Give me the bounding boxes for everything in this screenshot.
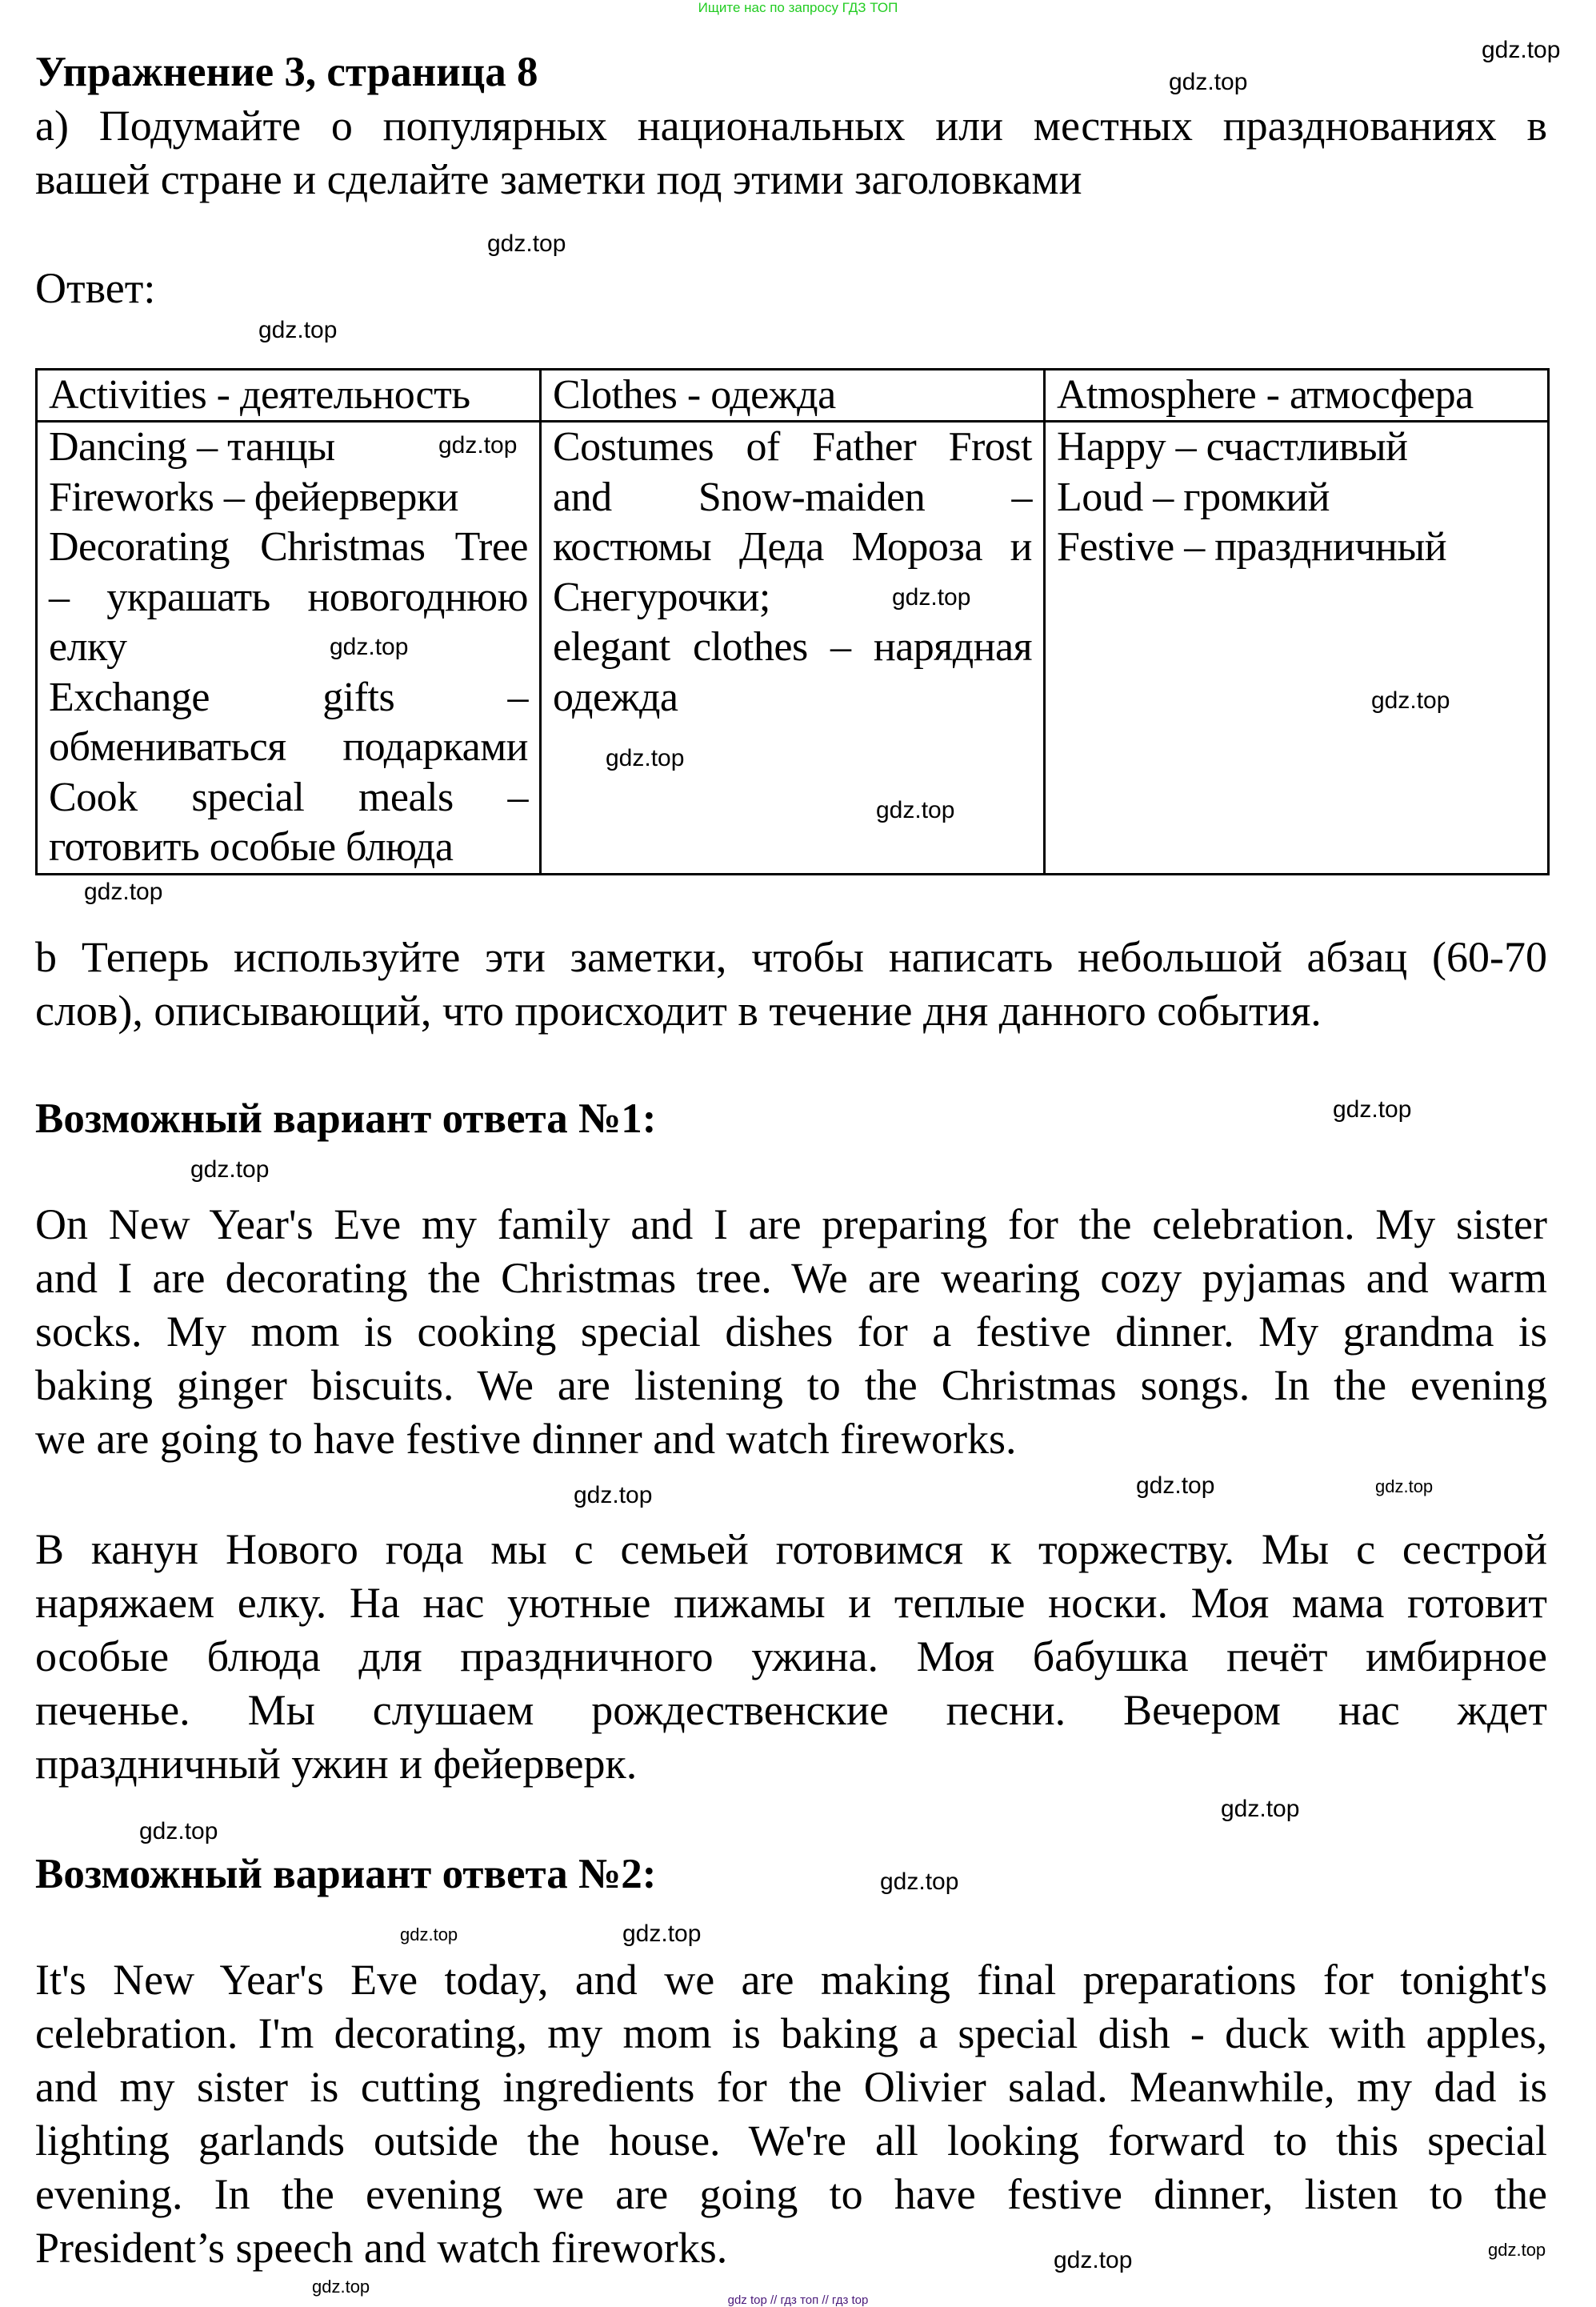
- activities-cell: [37, 422, 541, 875]
- text-line: вашей стране и сделайте заметки под этими заголовками: [35, 155, 1082, 203]
- footer-links[interactable]: gdz top // гдз топ // гдз top: [727, 2293, 869, 2307]
- text-line: В канун Нового года мы с семьей готовимся к торжеству. Мы с сестрой: [35, 1525, 1547, 1573]
- text-line: слов), описывающий, что происходит в течение дня данного события.: [35, 987, 1322, 1035]
- table-line: Festive – праздничный: [1057, 524, 1447, 570]
- text-line: а) Подумайте о популярных национальных или местных празднованиях в: [35, 102, 1547, 150]
- watermark: gdz.top: [330, 634, 409, 660]
- table-header: Atmosphere - атмосфера: [1045, 370, 1549, 422]
- watermark: gdz.top: [400, 1925, 458, 1945]
- text-line: evening. In the evening we are going to have festive dinner, listen to the: [35, 2170, 1547, 2218]
- watermark: gdz.top: [312, 2277, 370, 2297]
- exercise-title: Упражнение 3, страница 8: [35, 49, 538, 95]
- table-line: elegant clothes – нарядная: [553, 624, 1032, 670]
- variant1-english: [35, 1198, 1547, 1466]
- watermark: gdz.top: [622, 1920, 702, 1947]
- text-line: b Теперь используйте эти заметки, чтобы написать небольшой абзац (60-70: [35, 933, 1547, 981]
- text-line: celebration. I'm decorating, my mom is baking a special dish - duck with apples,: [35, 2009, 1547, 2057]
- table-line: елку: [49, 624, 127, 670]
- answer-label: Ответ:: [35, 264, 156, 312]
- table-line: Costumes of Father Frost: [553, 424, 1032, 470]
- table-line: – украшать новогоднюю: [49, 574, 528, 620]
- watermark: gdz.top: [1482, 37, 1561, 63]
- text-line: праздничный ужин и фейерверк.: [35, 1740, 638, 1788]
- watermark: gdz.top: [876, 797, 955, 823]
- watermark: gdz.top: [574, 1482, 653, 1508]
- table-line: Dancing – танцы: [49, 424, 335, 470]
- watermark: gdz.top: [1136, 1472, 1215, 1499]
- table-line: Fireworks – фейерверки: [49, 474, 458, 520]
- atmosphere-cell: [1045, 422, 1549, 875]
- watermark: gdz.top: [84, 879, 163, 905]
- text-line: and I are decorating the Christmas tree. We are wearing cozy pyjamas and warm: [35, 1254, 1547, 1302]
- table-line: обмениваться подарками: [49, 724, 528, 770]
- variant2-title: Возможный вариант ответа №2:: [35, 1851, 657, 1897]
- text-line: наряжаем елку. На нас уютные пижамы и теплые носки. Моя мама готовит: [35, 1579, 1547, 1627]
- watermark: gdz.top: [139, 1818, 218, 1844]
- clothes-cell: [541, 422, 1045, 875]
- watermark: gdz.top: [892, 584, 971, 611]
- table-line: одежда: [553, 674, 678, 720]
- task-b: [35, 931, 1547, 1038]
- text-line: особые блюда для праздничного ужина. Моя бабушка печёт имбирное: [35, 1632, 1547, 1680]
- watermark: gdz.top: [606, 745, 685, 771]
- table-line: Happy – счастливый: [1057, 424, 1408, 470]
- table-line: Loud – громкий: [1057, 474, 1330, 520]
- watermark: gdz.top: [258, 317, 338, 343]
- watermark: gdz.top: [438, 432, 518, 459]
- table-line: костюмы Деда Мороза и: [553, 524, 1032, 570]
- text-line: we are going to have festive dinner and watch fireworks.: [35, 1415, 1017, 1463]
- table-line: Снегурочки;: [553, 574, 770, 620]
- variant2-english: [35, 1953, 1547, 2275]
- table-line: Cook special meals –: [49, 774, 528, 820]
- text-line: On New Year's Eve my family and I are preparing for the celebration. My sister: [35, 1200, 1547, 1248]
- text-line: socks. My mom is cooking special dishes for a festive dinner. My grandma is: [35, 1308, 1547, 1356]
- table-header: Clothes - одежда: [541, 370, 1045, 422]
- variant1-russian: [35, 1523, 1547, 1791]
- watermark: gdz.top: [1054, 2247, 1133, 2273]
- watermark: gdz.top: [1221, 1796, 1300, 1822]
- table-line: Exchange gifts –: [49, 674, 528, 720]
- text-line: печенье. Мы слушаем рождественские песни. Вечером нас ждет: [35, 1686, 1547, 1734]
- watermark: gdz.top: [1488, 2240, 1546, 2260]
- watermark: gdz.top: [190, 1156, 270, 1183]
- variant1-title: Возможный вариант ответа №1:: [35, 1095, 657, 1142]
- watermark: gdz.top: [1375, 1476, 1434, 1496]
- table-line: Decorating Christmas Tree: [49, 524, 528, 570]
- text-line: baking ginger biscuits. We are listening to the Christmas songs. In the evening: [35, 1361, 1547, 1409]
- task-a: [35, 99, 1547, 206]
- watermark: gdz.top: [1333, 1096, 1412, 1123]
- table-line: and Snow-maiden –: [553, 474, 1032, 520]
- watermark: gdz.top: [880, 1868, 959, 1895]
- watermark: gdz.top: [1169, 69, 1248, 95]
- table-line: готовить особые блюда: [49, 824, 454, 870]
- text-line: lighting garlands outside the house. We're all looking forward to this special: [35, 2117, 1547, 2165]
- text-line: It's New Year's Eve today, and we are making final preparations for tonight's: [35, 1956, 1547, 2004]
- search-banner[interactable]: Ищите нас по запросу ГДЗ ТОП: [698, 0, 898, 15]
- watermark: gdz.top: [1371, 687, 1450, 714]
- watermark: gdz.top: [487, 230, 566, 257]
- table-header: Activities - деятельность: [37, 370, 541, 422]
- text-line: and my sister is cutting ingredients for the Olivier salad. Meanwhile, my dad is: [35, 2063, 1547, 2111]
- notes-table: [35, 368, 1550, 875]
- text-line: President’s speech and watch fireworks.: [35, 2224, 728, 2272]
